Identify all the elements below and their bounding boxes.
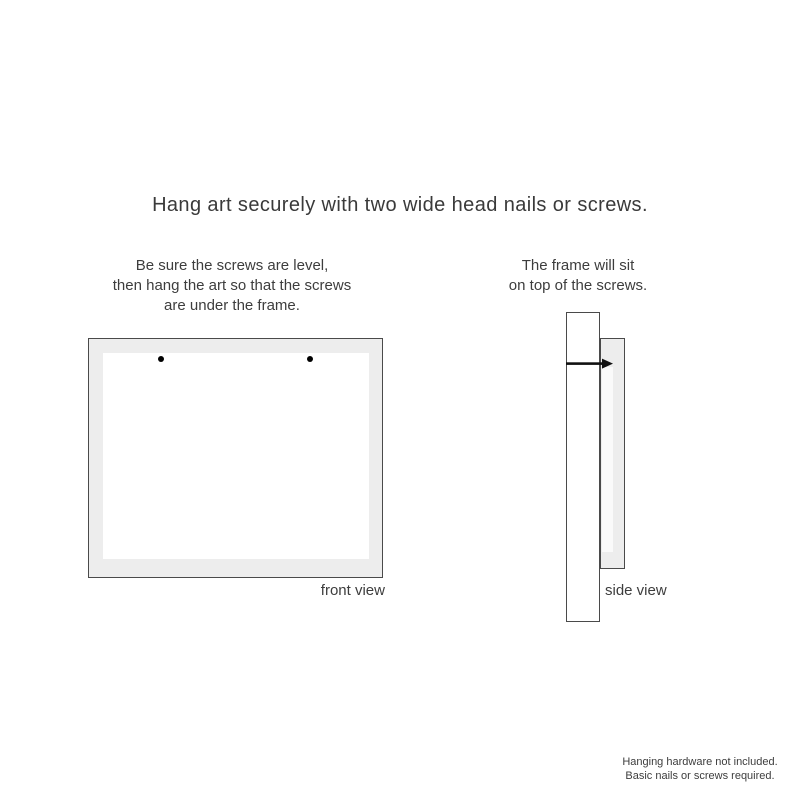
front-view-note <box>82 256 382 316</box>
side-view-note-line: on top of the screws. <box>508 277 648 294</box>
nail-icon <box>566 354 614 374</box>
front-view-label: front view <box>320 582 385 599</box>
hardware-disclaimer-line: Hanging hardware not included. <box>622 756 778 768</box>
hardware-disclaimer-line: Basic nails or screws required. <box>625 769 775 782</box>
front-view-note-line: Be sure the screws are level, <box>135 257 329 274</box>
side-view-note <box>428 256 728 296</box>
screw-dot-right <box>307 356 313 362</box>
frame-recess <box>602 367 613 552</box>
front-view-note-line: then hang the art so that the screws <box>112 277 352 294</box>
front-view-frame <box>88 338 383 578</box>
screw-dot-left <box>158 356 164 362</box>
page-title: Hang art securely with two wide head nails or screws. <box>152 194 648 216</box>
hardware-disclaimer <box>600 756 800 783</box>
front-view-note-line: are under the frame. <box>164 297 300 314</box>
side-view-note-line: The frame will sit <box>521 257 635 274</box>
frame-opening <box>103 353 369 559</box>
side-view-label: side view <box>605 582 667 599</box>
